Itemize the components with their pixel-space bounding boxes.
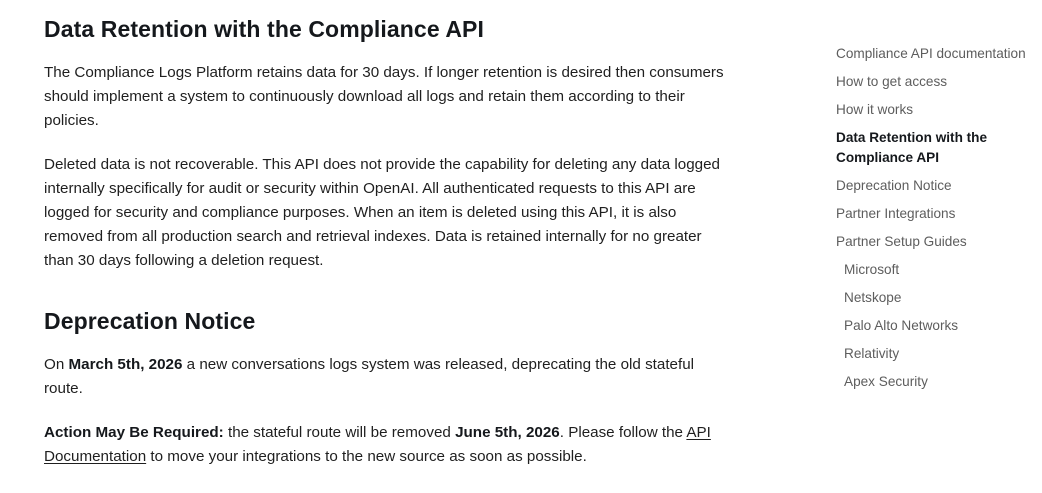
retention-paragraph-1: The Compliance Logs Platform retains data for 30 days. If longer retention is desired then consumers should implement a system to continuously download all logs and retain them according to their policies. [44, 64, 724, 129]
retention-paragraph-2: Deleted data is not recoverable. This API does not provide the capability for deleting any data logged internally specifically for audit or security within OpenAI. All authenticated requests to this API are logged for security and compliance purposes. When an item is deleted using this API, it is also removed from all production search and retrieval indexes. Data is retained internally for no greater than 30 days following a deletion request. [44, 156, 720, 269]
toc-item-how-to-get-access[interactable]: How to get access [836, 74, 948, 89]
toc-item-deprecation-notice[interactable]: Deprecation Notice [836, 178, 952, 193]
toc-item-partner-integrations[interactable]: Partner Integrations [836, 206, 956, 221]
toc-item-netskope[interactable]: Netskope [844, 290, 902, 305]
toc-item-apex-security[interactable]: Apex Security [844, 374, 928, 389]
toc-item-partner-setup-guides[interactable]: Partner Setup Guides [836, 234, 967, 249]
action-required-label: Action May Be Required: [44, 424, 224, 441]
deprecation-p2-text-3: to move your integrations to the new source as soon as possible. [146, 448, 587, 465]
deprecation-p1-prefix: On [44, 356, 69, 373]
toc-item-compliance-api-documentation[interactable]: Compliance API documentation [836, 46, 1026, 61]
api-documentation-link[interactable]: API Documentation [44, 424, 711, 465]
toc-item-palo-alto-networks[interactable]: Palo Alto Networks [844, 318, 959, 333]
toc-item-data-retention[interactable]: Data Retention with the Compliance API [836, 130, 988, 165]
section-heading-deprecation-notice: Deprecation Notice [44, 308, 256, 334]
deprecation-p1-suffix: a new conversations logs system was released, deprecating the old stateful route. [44, 356, 695, 397]
toc-scroll-area [836, 44, 1042, 390]
section-heading-data-retention: Data Retention with the Compliance API [44, 16, 484, 42]
deprecation-release-date: March 5th, 2026 [68, 356, 183, 373]
deprecation-removal-date: June 5th, 2026 [455, 424, 560, 441]
toc-item-relativity[interactable]: Relativity [844, 346, 900, 361]
toc-item-microsoft[interactable]: Microsoft [844, 262, 900, 277]
deprecation-p2-text-1: the stateful route will be removed [223, 424, 456, 441]
deprecation-paragraph-1 [44, 353, 724, 401]
toc-item-how-it-works[interactable]: How it works [836, 102, 914, 117]
deprecation-paragraph-2 [44, 421, 724, 469]
deprecation-p2-text-2: . Please follow the [559, 424, 687, 441]
